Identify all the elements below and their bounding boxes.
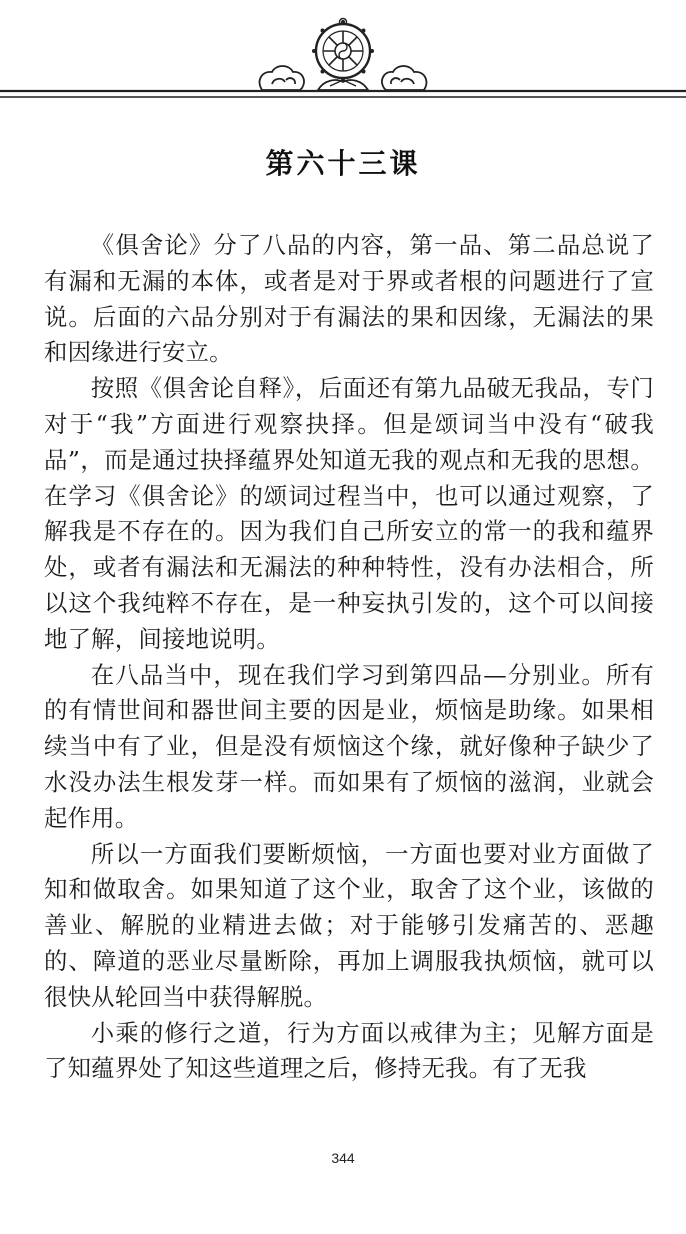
paragraph: 《俱舍论》分了八品的内容，第一品、第二品总说了有漏和无漏的本体，或者是对于界或者根的问题进行了宣说。后面的六品分别对于有漏法的果和因缘，无漏法的果和因缘进行安立。 [44,231,654,367]
paragraph: 在八品当中，现在我们学习到第四品—分别业。所有的有情世间和器世间主要的因是业，烦恼是助缘。如果相续当中有了业，但是没有烦恼这个缘，就好像种子缺少了水没办法生根发芽一样。而如果有了烦恼的滋润，业就会起作用。 [44,660,654,832]
body-text [44,228,654,1087]
paragraph: 所以一方面我们要断烦恼，一方面也要对业方面做了知和做取舍。如果知道了这个业，取舍了这个业，该做的善业、解脱的业精进去做；对于能够引发痛苦的、恶趣的、障道的恶业尽量断除，再加上调服我执烦恼，就可以很快从轮回当中获得解脱。 [44,839,654,1011]
header-rule [0,91,686,97]
paragraph: 按照《俱舍论自释》，后面还有第九品破无我品，专门对于“我”方面进行观察抉择。但是颂词当中没有“破我品”，而是通过抉择蕴界处知道无我的观点和无我的思想。在学习《俱舍论》的颂词过程当中，也可以通过观察，了解我是不存在的。因为我们自己所安立的常一的我和蕴界处，或者有漏法和无漏法的种种特性，没有办法相合，所以这个我纯粹不存在，是一种妄执引发的，这个可以间接地了解，间接地说明。 [44,374,654,653]
right-cloud-icon [382,66,426,90]
lesson-title: 第六十三课 [265,147,421,180]
paragraph: 小乘的修行之道，行为方面以戒律为主；见解方面是了知蕴界处了知这些道理之后，修持无我。有了无我 [44,1018,654,1083]
left-cloud-icon [260,66,304,90]
dharma-wheel-icon [312,19,374,91]
header-ornament [0,0,686,112]
page-number: 344 [331,1150,355,1166]
